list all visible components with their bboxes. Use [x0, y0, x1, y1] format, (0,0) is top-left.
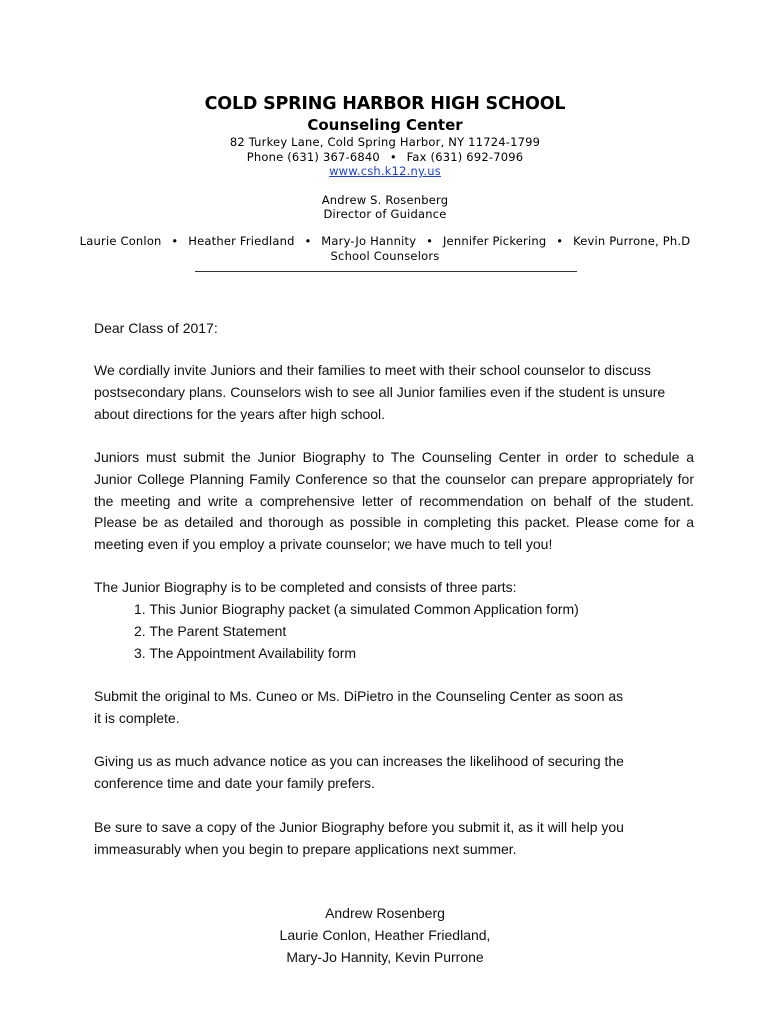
paragraph-invitation [94, 360, 694, 425]
greeting-text: Dear Class of 2017: [94, 320, 218, 336]
bullet-separator: • [426, 234, 434, 248]
bullet-separator: • [556, 234, 564, 248]
paragraph-submission [94, 686, 634, 730]
counselor-name: Jennifer Pickering [442, 234, 547, 248]
counseling-center-title: Counseling Center [307, 116, 463, 134]
phone-fax-line [0, 150, 770, 164]
website-link[interactable]: www.csh.k12.ny.us [329, 164, 441, 178]
list-item: 2. The Parent Statement [134, 622, 287, 639]
paragraph-text: Submit the original to Ms. Cuneo or Ms. DiPietro in the Counseling Center as soon as it is complete. [94, 688, 624, 726]
counselors-title: School Counselors [330, 249, 440, 263]
letterhead-divider [195, 271, 577, 272]
counselor-names [0, 234, 770, 248]
signature-block [0, 903, 770, 968]
list-item: 1. This Junior Biography packet (a simulated Common Application form) [134, 601, 579, 617]
paragraph-biography-requirement [94, 447, 694, 556]
paragraph-text: Be sure to save a copy of the Junior Biography before you submit it, as it will help you immeasurably when you begin to prepare applications next summer. [94, 819, 624, 857]
fax-number: Fax (631) 692-7096 [406, 150, 524, 164]
counselor-name: Laurie Conlon [79, 234, 162, 248]
director-name: Andrew S. Rosenberg [321, 193, 449, 207]
paragraph-text: The Junior Biography is to be completed and consists of three parts: [94, 579, 517, 595]
biography-parts-list [134, 599, 579, 664]
counselor-name: Mary-Jo Hannity [321, 234, 417, 248]
phone-number: Phone (631) 367-6840 [246, 150, 380, 164]
list-item: 3. The Appointment Availability form [134, 644, 357, 661]
bullet-separator: • [304, 234, 312, 248]
signature-line: Laurie Conlon, Heather Friedland, [279, 926, 491, 943]
counselor-name: Kevin Purrone, Ph.D [573, 234, 691, 248]
bullet-separator: • [171, 234, 179, 248]
paragraph-biography-parts [94, 577, 694, 599]
paragraph-advance-notice [94, 751, 624, 795]
signature-line: Mary-Jo Hannity, Kevin Purrone [286, 948, 484, 965]
counselor-name: Heather Friedland [188, 234, 295, 248]
signature-line: Andrew Rosenberg [325, 905, 445, 921]
paragraph-text: Juniors must submit the Junior Biography to The Counseling Center in order to schedule a Junior College Planning Family Conference so that the counselor can prepare appropriately for the meeting and write a comprehensive letter of recommendation on behalf of the student. Please be as detailed and thorough as possible in completing this packet. Please come for a meeting even if you employ a private counselor; we have much to tell you! [94, 449, 694, 553]
bullet-separator: • [389, 150, 397, 164]
paragraph-save-copy [94, 817, 634, 861]
paragraph-text: Giving us as much advance notice as you can increases the likelihood of securing the conference time and date your family prefers. [94, 753, 624, 791]
director-title: Director of Guidance [323, 207, 447, 221]
school-name: COLD SPRING HARBOR HIGH SCHOOL [204, 94, 566, 114]
paragraph-text: We cordially invite Juniors and their families to meet with their school counselor to discuss postsecondary plans. Counselors wish to see all Junior families even if the student is unsure about directions for the years after high school. [94, 362, 666, 422]
greeting [94, 318, 694, 340]
school-address: 82 Turkey Lane, Cold Spring Harbor, NY 11724-1799 [229, 135, 541, 149]
